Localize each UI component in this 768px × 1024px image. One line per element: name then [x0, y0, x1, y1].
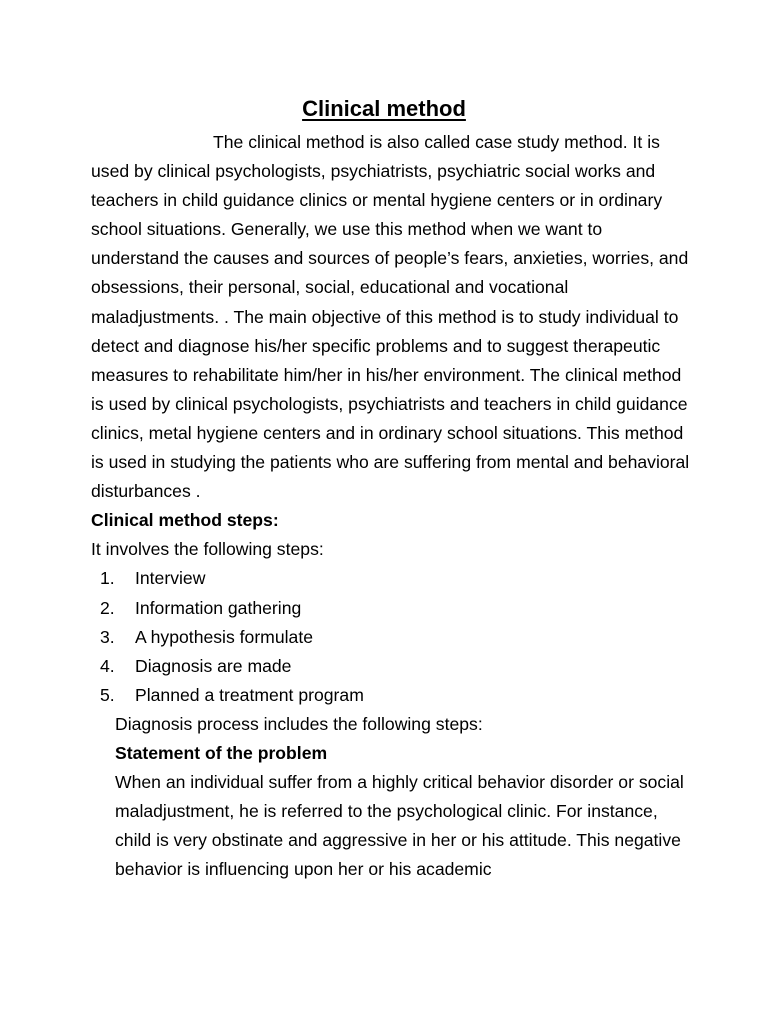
list-item-text: Interview [135, 568, 206, 589]
list-item-text: Diagnosis are made [135, 655, 292, 676]
steps-intro: It involves the following steps: [91, 539, 324, 560]
list-item [91, 652, 691, 681]
list-item-number: 2. [100, 597, 115, 618]
list-item-text: A hypothesis formulate [135, 626, 313, 647]
list-item [91, 564, 691, 593]
list-item-text: Information gathering [135, 597, 302, 618]
diagnosis-section [91, 710, 691, 885]
list-item [91, 623, 691, 652]
intro-paragraph: The clinical method is also called case study method. It is used by clinical psychologists, psychiatrists, psychiatric social works and teachers in child guidance clinics or mental hygiene centers or in ordinary school situations. Generally, we use this method when we want to understand the causes and sources of people’s fears, anxieties, worries, and obsessions, their personal, social, educational and vocational maladjustments. . The main objective of this method is to study individual to detect and diagnose his/her specific problems and to suggest therapeutic measures to rehabilitate him/her in his/her environment. The clinical method is used by clinical psychologists, psychiatrists and teachers in child guidance clinics, metal hygiene centers and in ordinary school situations. This method is used in studying the patients who are suffering from mental and behavioral disturbances . [91, 132, 690, 502]
list-item-text: Planned a treatment program [135, 684, 364, 705]
list-item-number: 4. [100, 655, 115, 676]
list-item [91, 594, 691, 623]
list-item [91, 681, 691, 710]
steps-heading: Clinical method steps: [91, 510, 279, 531]
statement-paragraph: When an individual suffer from a highly critical behavior disorder or social maladjustment, he is referred to the psychological clinic. For instance, child is very obstinate and aggressive in her or his attitude. This negative behavior is influencing upon her or his academic [115, 772, 684, 880]
document-body [91, 128, 691, 884]
steps-list [91, 564, 691, 709]
statement-heading: Statement of the problem [115, 742, 328, 763]
list-item-number: 1. [100, 568, 115, 589]
diagnosis-intro: Diagnosis process includes the following steps: [115, 713, 483, 734]
list-item-number: 5. [100, 684, 115, 705]
page-title: Clinical method [302, 96, 466, 121]
list-item-number: 3. [100, 626, 115, 647]
